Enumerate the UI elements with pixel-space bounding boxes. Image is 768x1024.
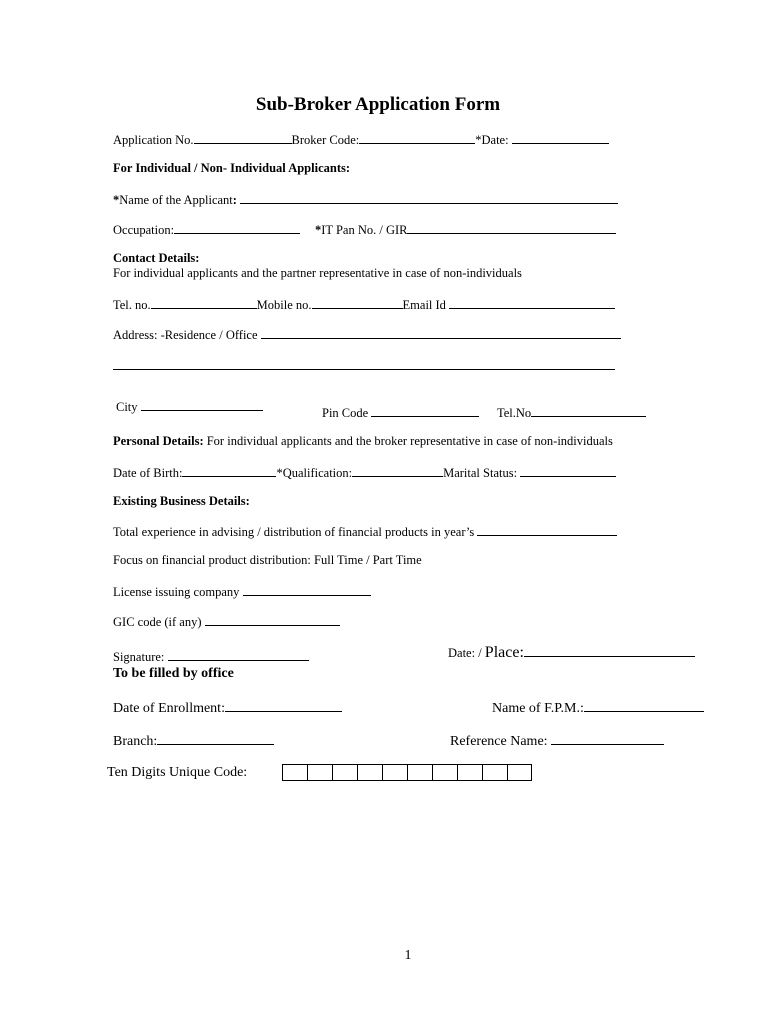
- fpm-label: Name of F.P.M.:: [492, 701, 584, 716]
- place-field[interactable]: [524, 644, 695, 657]
- address-field-2[interactable]: [113, 357, 615, 370]
- personal-note: For individual applicants and the broker representative in case of non-individuals: [206, 434, 613, 448]
- occupation-field[interactable]: [174, 221, 300, 234]
- unique-code-digit-box[interactable]: [382, 764, 407, 781]
- marital-label: Marital Status:: [443, 466, 518, 480]
- application-no-field[interactable]: [194, 131, 292, 144]
- mobile-field[interactable]: [312, 296, 403, 309]
- required-star: *: [113, 193, 120, 207]
- business-heading: Existing Business Details:: [113, 494, 250, 508]
- city-field[interactable]: [141, 398, 263, 411]
- pin-field[interactable]: [371, 404, 479, 417]
- reference-field[interactable]: [551, 732, 664, 745]
- occupation-label: Occupation:: [113, 223, 175, 237]
- date-place-row: [448, 644, 695, 662]
- page-number: 1: [404, 948, 412, 963]
- license-label: License issuing company: [113, 585, 240, 599]
- city-row: [116, 398, 263, 415]
- date-label: *Date:: [475, 133, 509, 147]
- dob-field[interactable]: [182, 464, 276, 477]
- gic-label: GIC code (if any): [113, 615, 202, 629]
- dob-row: [113, 464, 616, 481]
- unique-code-digit-box[interactable]: [282, 764, 307, 781]
- address-label: Address: -Residence / Office: [113, 328, 258, 342]
- occupation-row: [113, 221, 300, 238]
- qualification-field[interactable]: [352, 464, 443, 477]
- enrollment-row: [113, 699, 342, 717]
- application-no-label: Application No.: [113, 133, 194, 147]
- unique-code-digit-box[interactable]: [307, 764, 332, 781]
- contact-note: For individual applicants and the partner representative in case of non-individuals: [113, 266, 522, 280]
- name-label: Name of the Applicant: [119, 193, 233, 207]
- signature-label: Signature:: [113, 650, 165, 664]
- reference-label: Reference Name:: [450, 734, 548, 749]
- pin-row: [322, 404, 479, 421]
- unique-code-digit-box[interactable]: [332, 764, 357, 781]
- telno-field[interactable]: [531, 404, 646, 417]
- name-row: [113, 191, 618, 208]
- unique-code-boxes: [282, 764, 532, 781]
- unique-code-digit-box[interactable]: [507, 764, 532, 781]
- email-label: Email Id: [402, 298, 446, 312]
- personal-heading: Personal Details:: [113, 434, 204, 448]
- experience-row: [113, 523, 617, 540]
- applicants-heading: For Individual / Non- Individual Applicants:: [113, 161, 351, 175]
- enrollment-label: Date of Enrollment:: [113, 701, 225, 716]
- personal-row: [113, 434, 613, 449]
- license-field[interactable]: [243, 583, 371, 596]
- name-colon: :: [232, 193, 237, 207]
- pan-row: [315, 221, 616, 238]
- form-title: Sub-Broker Application Form: [255, 94, 501, 115]
- dob-label: Date of Birth:: [113, 466, 183, 480]
- telno-label: Tel.No: [497, 406, 532, 420]
- tel-label: Tel. no.: [113, 298, 151, 312]
- address-field[interactable]: [261, 326, 621, 339]
- unique-code-digit-box[interactable]: [457, 764, 482, 781]
- qualification-label: *Qualification:: [276, 466, 353, 480]
- signature-row: [113, 648, 309, 665]
- gic-row: [113, 613, 340, 630]
- fpm-row: [492, 699, 704, 717]
- reference-row: [450, 732, 664, 750]
- mobile-label: Mobile no.: [256, 298, 312, 312]
- name-field[interactable]: [240, 191, 618, 204]
- branch-row: [113, 732, 274, 750]
- pan-label: IT Pan No. / GIR: [321, 223, 408, 237]
- email-field[interactable]: [449, 296, 615, 309]
- branch-field[interactable]: [157, 732, 274, 745]
- required-star: *: [315, 223, 322, 237]
- branch-label: Branch:: [113, 734, 158, 749]
- office-heading: To be filled by office: [113, 666, 234, 681]
- phone-row: [113, 296, 615, 313]
- tel-field[interactable]: [151, 296, 257, 309]
- experience-field[interactable]: [477, 523, 617, 536]
- broker-code-label: Broker Code:: [291, 133, 360, 147]
- license-row: [113, 583, 371, 600]
- place-label: Place:: [484, 644, 524, 661]
- unique-code-digit-box[interactable]: [482, 764, 507, 781]
- telno-row: [497, 404, 646, 421]
- application-row: [113, 131, 609, 148]
- address-row: [113, 326, 621, 343]
- pan-field[interactable]: [407, 221, 616, 234]
- unique-code-label: Ten Digits Unique Code:: [107, 765, 248, 780]
- city-label: City: [116, 400, 138, 414]
- date-place-label: Date: /: [448, 646, 482, 660]
- enrollment-field[interactable]: [225, 699, 342, 712]
- unique-code-digit-box[interactable]: [357, 764, 382, 781]
- unique-code-digit-box[interactable]: [432, 764, 457, 781]
- experience-label: Total experience in advising / distribution of financial products in year’s: [113, 525, 475, 539]
- gic-field[interactable]: [205, 613, 340, 626]
- unique-code-digit-box[interactable]: [407, 764, 432, 781]
- date-field[interactable]: [512, 131, 609, 144]
- contact-heading: Contact Details:: [113, 251, 200, 265]
- marital-field[interactable]: [520, 464, 616, 477]
- pin-label: Pin Code: [322, 406, 369, 420]
- broker-code-field[interactable]: [359, 131, 475, 144]
- address-line-2: [113, 357, 615, 374]
- signature-field[interactable]: [168, 648, 309, 661]
- focus-label: Focus on financial product distribution: Full Time / Part Time: [113, 553, 422, 567]
- fpm-field[interactable]: [584, 699, 704, 712]
